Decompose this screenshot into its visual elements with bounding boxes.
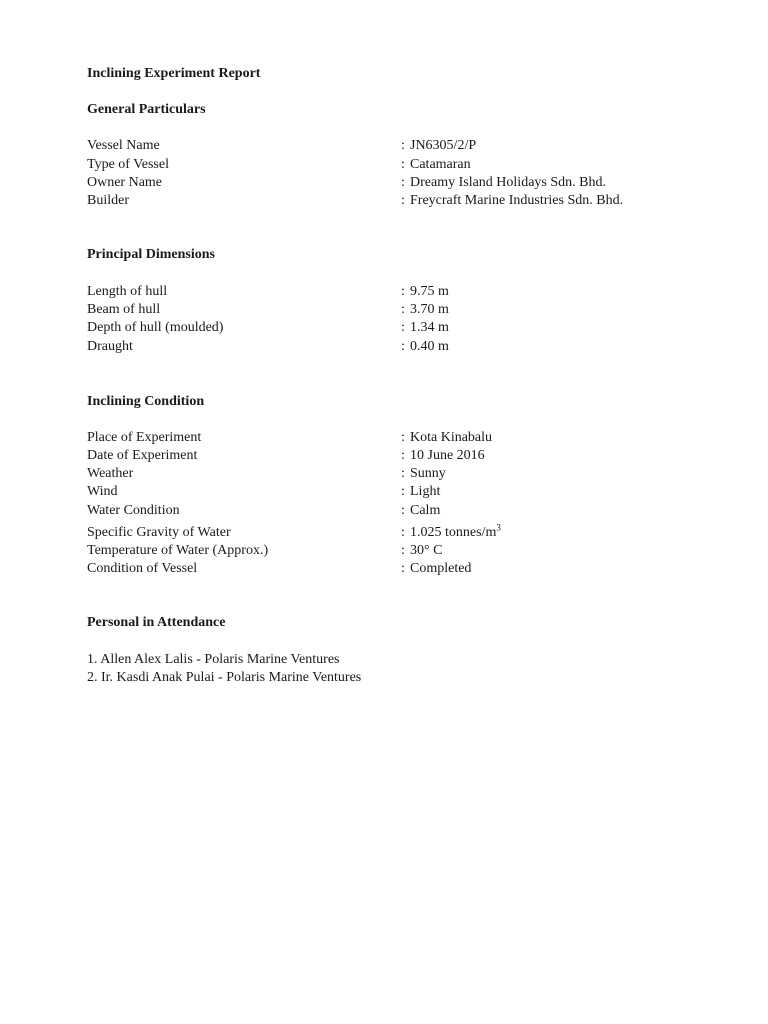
draught-value: 0.40 m <box>410 339 449 354</box>
inclining-condition-heading: Inclining Condition <box>87 394 205 409</box>
attendee-item: 1. Allen Alex Lalis - Polaris Marine Ventures <box>87 652 340 667</box>
principal-dimensions-heading: Principal Dimensions <box>87 247 215 262</box>
beam-colon: : <box>401 302 405 317</box>
report-title: Inclining Experiment Report <box>87 66 261 81</box>
specific-gravity-value <box>410 524 501 542</box>
wind-value: Light <box>410 484 441 499</box>
place-colon: : <box>401 430 405 445</box>
place-row <box>87 429 687 447</box>
place-label: Place of Experiment <box>87 430 202 445</box>
water-temperature-value: 30° C <box>410 543 443 558</box>
beam-label: Beam of hull <box>87 302 161 317</box>
weather-label: Weather <box>87 466 134 481</box>
length-value: 9.75 m <box>410 284 449 299</box>
specific-gravity-label: Specific Gravity of Water <box>87 525 231 540</box>
vessel-condition-colon: : <box>401 561 405 576</box>
water-condition-label: Water Condition <box>87 503 180 518</box>
water-temperature-label: Temperature of Water (Approx.) <box>87 543 269 558</box>
draught-label: Draught <box>87 339 133 354</box>
water-condition-colon: : <box>401 503 405 518</box>
vessel-name-value: JN6305/2/P <box>410 138 477 153</box>
builder-row <box>87 192 687 210</box>
weather-colon: : <box>401 466 405 481</box>
vessel-name-label: Vessel Name <box>87 138 160 153</box>
length-colon: : <box>401 284 405 299</box>
place-value: Kota Kinabalu <box>410 430 493 445</box>
water-temperature-row <box>87 542 687 560</box>
vessel-type-label: Type of Vessel <box>87 157 169 172</box>
specific-gravity-value-text: 1.025 tonnes/m <box>410 525 497 540</box>
owner-name-row <box>87 174 687 192</box>
depth-value: 1.34 m <box>410 320 449 335</box>
vessel-name-colon: : <box>401 138 405 153</box>
weather-row <box>87 465 687 483</box>
general-particulars-heading: General Particulars <box>87 102 206 117</box>
vessel-type-row <box>87 156 687 174</box>
depth-colon: : <box>401 320 405 335</box>
specific-gravity-value-exponent: 3 <box>496 522 501 533</box>
depth-row <box>87 319 687 337</box>
beam-value: 3.70 m <box>410 302 449 317</box>
draught-colon: : <box>401 339 405 354</box>
date-label: Date of Experiment <box>87 448 198 463</box>
vessel-type-colon: : <box>401 157 405 172</box>
water-temperature-colon: : <box>401 543 405 558</box>
builder-colon: : <box>401 193 405 208</box>
owner-name-value: Dreamy Island Holidays Sdn. Bhd. <box>410 175 606 190</box>
water-condition-value: Calm <box>410 503 441 518</box>
attendee-item: 2. Ir. Kasdi Anak Pulai - Polaris Marine Ventures <box>87 670 362 685</box>
date-row <box>87 447 687 465</box>
specific-gravity-row <box>87 524 687 542</box>
builder-value: Freycraft Marine Industries Sdn. Bhd. <box>410 193 624 208</box>
owner-name-label: Owner Name <box>87 175 163 190</box>
length-row <box>87 283 687 301</box>
date-value: 10 June 2016 <box>410 448 485 463</box>
beam-row <box>87 301 687 319</box>
vessel-type-value: Catamaran <box>410 157 471 172</box>
builder-label: Builder <box>87 193 129 208</box>
attendance-heading: Personal in Attendance <box>87 615 226 630</box>
vessel-condition-row <box>87 560 687 578</box>
vessel-name-row <box>87 137 687 155</box>
date-colon: : <box>401 448 405 463</box>
draught-row <box>87 338 687 356</box>
water-condition-row <box>87 502 687 520</box>
weather-value: Sunny <box>410 466 446 481</box>
wind-row <box>87 483 687 501</box>
vessel-condition-label: Condition of Vessel <box>87 561 198 576</box>
vessel-condition-value: Completed <box>410 561 472 576</box>
depth-label: Depth of hull (moulded) <box>87 320 224 335</box>
specific-gravity-colon: : <box>401 525 405 540</box>
length-label: Length of hull <box>87 284 168 299</box>
owner-name-colon: : <box>401 175 405 190</box>
wind-label: Wind <box>87 484 118 499</box>
wind-colon: : <box>401 484 405 499</box>
